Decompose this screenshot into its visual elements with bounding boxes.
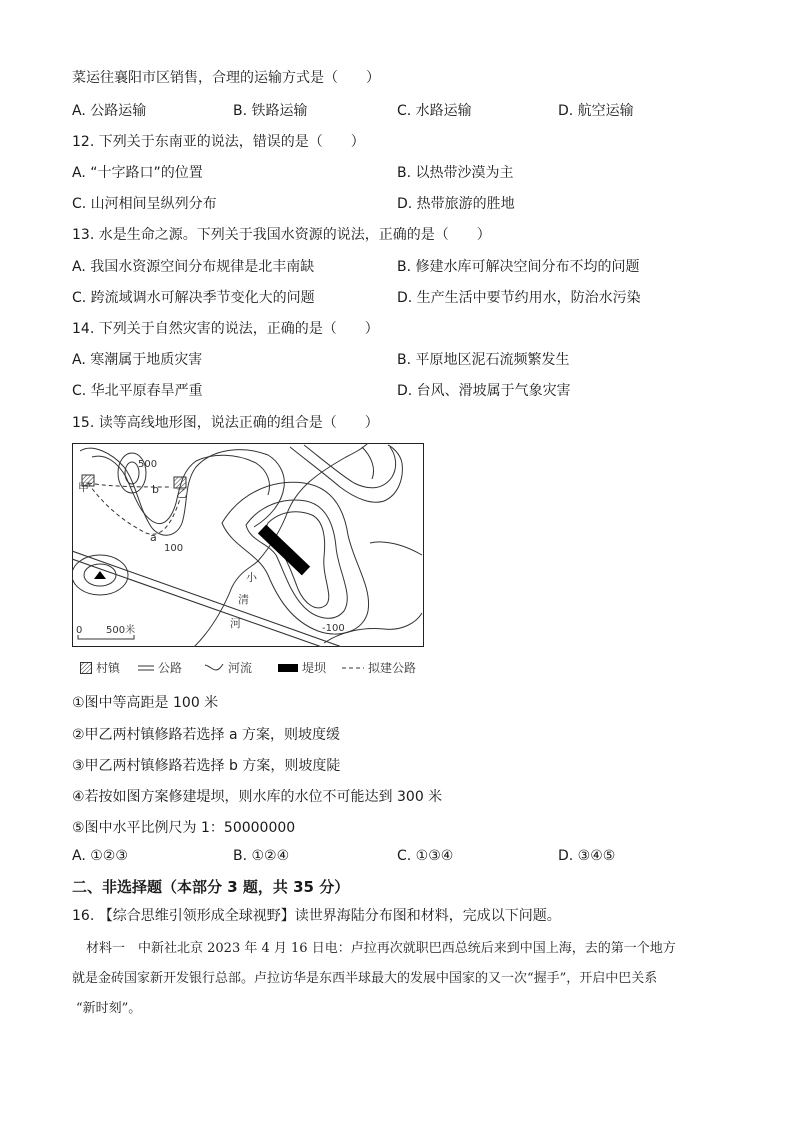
river-symbol-icon [204,662,224,674]
q12-option-a: A. “十字路口”的位置 [72,165,203,181]
label-b: b [152,483,159,496]
q15-statement-2: ②甲乙两村镇修路若选择 a 方案，则坡度缓 [72,727,341,743]
q11-option-c: C. 水路运输 [397,103,472,119]
river-label-3: 河 [230,617,241,630]
q12-option-b: B. 以热带沙漠为主 [397,165,514,181]
q14-option-d: D. 台风、滑坡属于气象灾害 [397,383,571,399]
legend-river [204,659,252,676]
dam-symbol-icon [278,663,298,673]
legend-road-label: 公路 [158,661,183,675]
road-symbol-icon [138,664,154,672]
material-line-2: 就是金砖国家新开发银行总部。卢拉访华是东西半球最大的发展中国家的又一次“握手”，开启中巴关系 [72,971,658,986]
q11-option-d: D. 航空运输 [558,103,634,119]
q15-stem: 15. 读等高线地形图，说法正确的组合是（ ） [72,415,379,431]
label-jia: 甲 [78,481,89,494]
q15-statement-5: ⑤图中水平比例尺为 1：50000000 [72,820,296,836]
village-symbol-icon [80,662,92,674]
q14-option-b: B. 平原地区泥石流频繁发生 [397,352,570,368]
legend-dam [278,659,326,676]
q14-option-c: C. 华北平原春旱严重 [72,383,203,399]
label-yi: 乙 [176,487,187,500]
q12-stem: 12. 下列关于东南亚的说法，错误的是（ ） [72,134,365,150]
q13-stem: 13. 水是生命之源。下列关于我国水资源的说法，正确的是（ ） [72,227,491,243]
q15-statement-3: ③甲乙两村镇修路若选择 b 方案，则坡度陡 [72,758,341,774]
q14-stem: 14. 下列关于自然灾害的说法，正确的是（ ） [72,321,379,337]
q11-stem-tail: 菜运往襄阳市区销售，合理的运输方式是（ ） [72,70,380,86]
q13-option-b: B. 修建水库可解决空间分布不均的问题 [397,259,640,275]
section-heading: 二、非选择题（本部分 3 题，共 35 分） [72,878,350,896]
q11-option-a: A. 公路运输 [72,103,147,119]
q16-stem: 16. 【综合思维引领形成全球视野】读世界海陆分布图和材料，完成以下问题。 [72,908,561,924]
legend-road [138,659,182,676]
legend-river-label: 河流 [228,661,253,675]
label-a: a [150,531,157,544]
q15-option-a: A. ①②③ [72,848,128,864]
q12-option-d: D. 热带旅游的胜地 [397,196,515,212]
q15-option-d: D. ③④⑤ [558,848,616,864]
legend-proposed-road [342,659,416,676]
q15-statement-1: ①图中等高距是 100 米 [72,695,219,711]
legend-village-label: 村镇 [96,661,121,675]
scale-label: 500米 [106,625,136,636]
legend-dam-label: 堤坝 [302,661,327,675]
q12-option-c: C. 山河相间呈纵列分布 [72,196,217,212]
q15-statement-4: ④若按如图方案修建堤坝，则水库的水位不可能达到 300 米 [72,789,443,805]
q13-option-a: A. 我国水资源空间分布规律是北丰南缺 [72,259,315,275]
material-line-3: “新时刻”。 [76,1001,142,1016]
q15-option-c: C. ①③④ [397,848,454,864]
legend-proposed-road-label: 拟建公路 [368,661,417,675]
label-500: 500 [138,459,158,470]
label-100: 100 [164,543,184,554]
proposed-road-symbol-icon [342,665,364,671]
river-label-2: 清 [238,593,249,606]
label-100-bottom: -100 [322,623,345,634]
river-label-1: 小 [246,571,257,584]
legend-village [80,659,120,676]
q15-option-b: B. ①②④ [233,848,290,864]
material-line-1: 材料一 中新社北京 2023 年 4 月 16 日电：卢拉再次就职巴西总统后来到中国上海，去的第一个地方 [86,941,676,956]
q13-option-c: C. 跨流域调水可解决季节变化大的问题 [72,290,315,306]
scale-zero: 0 [76,625,83,636]
q11-option-b: B. 铁路运输 [233,103,308,119]
contour-map [72,443,424,647]
q14-option-a: A. 寒潮属于地质灾害 [72,352,203,368]
q13-option-d: D. 生产生活中要节约用水，防治水污染 [397,290,641,306]
